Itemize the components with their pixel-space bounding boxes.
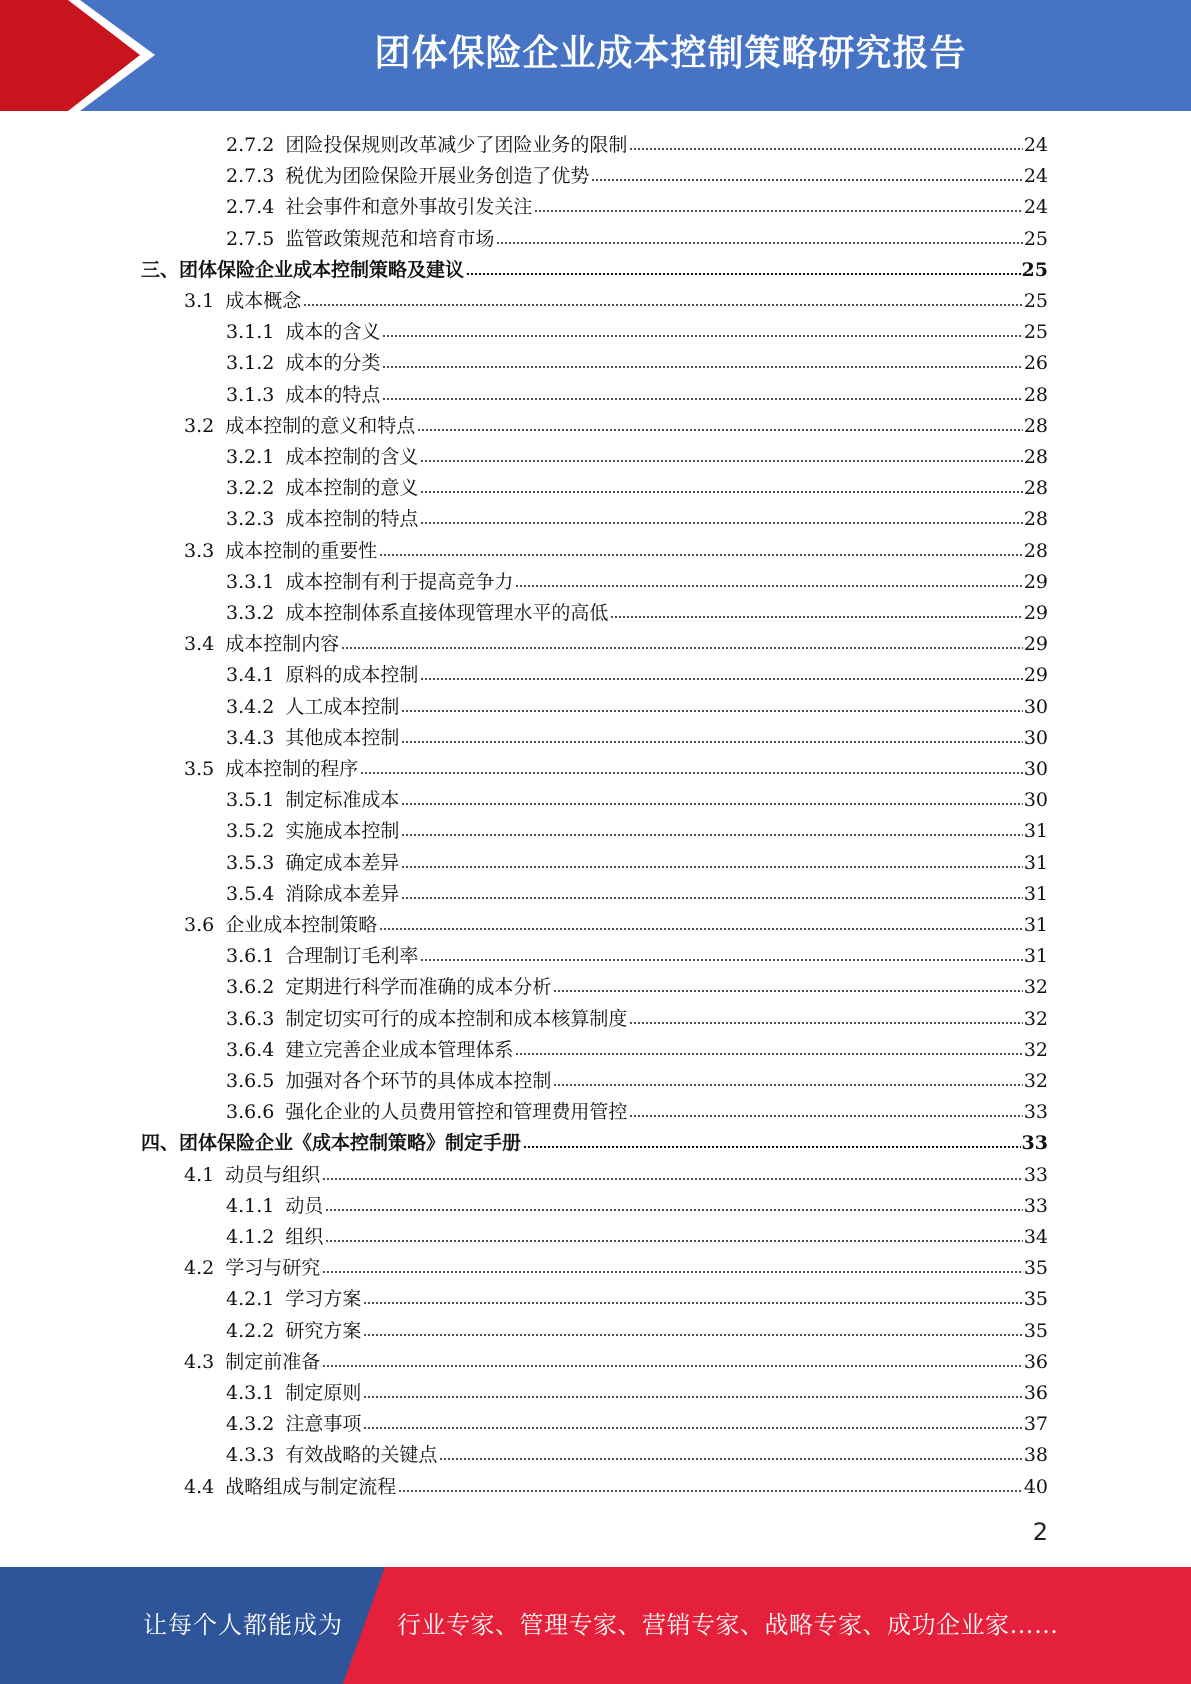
toc-entry[interactable] <box>226 439 1048 470</box>
toc-entry[interactable] <box>226 158 1048 189</box>
toc-entry[interactable] <box>226 1281 1048 1312</box>
toc-entry-number: 4.3.3 <box>226 1444 275 1467</box>
toc-entry-page: 36 <box>1023 1382 1048 1404</box>
toc-entry-title: 学习与研究 <box>225 1257 321 1280</box>
toc-entry-number: 4.3.1 <box>226 1382 275 1404</box>
toc-entry-number: 2.7.5 <box>226 227 275 250</box>
toc-entry-number: 4.3.2 <box>226 1413 275 1436</box>
toc-entry-number: 3.1.1 <box>226 321 275 344</box>
toc-dot-leader <box>420 501 1022 525</box>
toc-entry-number: 3.6.6 <box>226 1101 275 1124</box>
toc-entry[interactable] <box>226 1437 1048 1468</box>
toc-dot-leader <box>420 657 1022 681</box>
toc-entry-page: 30 <box>1023 726 1048 749</box>
toc-entry-title: 成本控制的重要性 <box>225 539 378 562</box>
toc-entry-page: 25 <box>1021 258 1048 281</box>
toc-entry[interactable] <box>226 1375 1048 1406</box>
toc-entry[interactable] <box>226 377 1048 408</box>
toc-entry-title: 组织 <box>285 1226 324 1248</box>
toc-dot-leader <box>363 1406 1022 1430</box>
toc-entry[interactable] <box>226 782 1048 813</box>
toc-entry-title: 成本控制有利于提高竞争力 <box>285 570 514 593</box>
toc-entry-page: 33 <box>1023 1101 1048 1124</box>
toc-entry-title: 学习方案 <box>285 1288 362 1311</box>
toc-dot-leader <box>417 408 1023 432</box>
toc-entry[interactable] <box>226 501 1048 532</box>
toc-entry[interactable] <box>226 564 1048 595</box>
toc-dot-leader <box>420 938 1022 962</box>
toc-entry-title: 税优为团险保险开展业务创造了优势 <box>285 165 590 188</box>
toc-dot-leader <box>382 314 1022 338</box>
toc-dot-leader <box>341 626 1023 650</box>
toc-dot-leader <box>401 782 1022 806</box>
toc-entry[interactable] <box>226 189 1048 220</box>
toc-entry-number: 3.4 <box>184 633 215 656</box>
toc-entry[interactable] <box>226 314 1048 345</box>
toc-entry[interactable] <box>226 1032 1048 1063</box>
toc-dot-leader <box>360 751 1023 775</box>
toc-dot-leader <box>325 1188 1022 1212</box>
toc-entry-title: 成本控制的程序 <box>225 758 359 780</box>
toc-dot-leader <box>401 876 1022 900</box>
toc-entry-title: 成本的分类 <box>285 352 381 375</box>
toc-dot-leader <box>322 1250 1023 1274</box>
toc-dot-leader <box>496 221 1022 245</box>
toc-entry[interactable] <box>184 408 1048 439</box>
toc-dot-leader <box>363 1375 1022 1399</box>
toc-entry-number: 3.5 <box>184 758 215 780</box>
toc-entry-number: 4.4 <box>184 1475 215 1498</box>
header-chevron-decoration <box>0 0 160 111</box>
toc-entry-page: 32 <box>1023 976 1048 999</box>
toc-entry-title: 成本的含义 <box>285 321 381 344</box>
toc-entry-title: 战略组成与制定流程 <box>225 1475 397 1498</box>
toc-entry-page: 29 <box>1023 602 1048 624</box>
toc-entry-page: 24 <box>1023 134 1048 156</box>
page-footer <box>0 1567 1191 1684</box>
toc-entry-page: 34 <box>1023 1226 1048 1248</box>
toc-entry[interactable] <box>226 1406 1048 1437</box>
toc-entry-number: 4.2.2 <box>226 1319 275 1342</box>
toc-entry-number: 3.2.2 <box>226 477 275 500</box>
toc-entry-page: 35 <box>1023 1257 1048 1280</box>
toc-entry-title: 成本控制体系直接体现管理水平的高低 <box>285 602 609 624</box>
toc-entry[interactable] <box>226 1001 1048 1032</box>
toc-entry-number: 3.4.3 <box>226 726 275 749</box>
toc-entry[interactable] <box>184 1157 1048 1188</box>
toc-entry-number: 2.7.2 <box>226 134 275 156</box>
toc-entry-title: 制定前准备 <box>225 1350 321 1373</box>
toc-dot-leader <box>398 1469 1023 1493</box>
toc-dot-leader <box>591 158 1022 182</box>
toc-entry[interactable] <box>184 907 1048 938</box>
toc-entry-page: 26 <box>1023 352 1048 375</box>
toc-entry-page: 31 <box>1023 851 1048 874</box>
toc-entry-page: 31 <box>1023 882 1048 905</box>
toc-dot-leader <box>303 283 1023 307</box>
toc-entry[interactable] <box>226 845 1048 876</box>
toc-entry-page: 25 <box>1023 321 1048 344</box>
toc-entry-number: 4.1.2 <box>226 1226 275 1248</box>
toc-entry-title: 制定原则 <box>285 1382 362 1404</box>
toc-entry-title: 成本控制的意义 <box>285 477 419 500</box>
toc-entry-page: 32 <box>1023 1007 1048 1030</box>
toc-dot-leader <box>363 1313 1022 1337</box>
document-title: 团体保险企业成本控制策略研究报告 <box>374 33 967 74</box>
toc-entry[interactable] <box>184 751 1048 782</box>
toc-dot-leader <box>629 1001 1022 1025</box>
toc-entry-title: 社会事件和意外事故引发关注 <box>285 196 533 219</box>
toc-entry-page: 38 <box>1023 1444 1048 1467</box>
toc-entry[interactable] <box>226 969 1048 1000</box>
toc-dot-leader <box>610 595 1022 619</box>
toc-entry-page: 33 <box>1023 1163 1048 1186</box>
toc-entry-number: 4.3 <box>184 1350 215 1373</box>
toc-entry-title: 人工成本控制 <box>285 695 400 718</box>
toc-entry[interactable] <box>226 1219 1048 1250</box>
toc-entry-number: 3.5.3 <box>226 851 275 874</box>
toc-entry-title: 确定成本差异 <box>285 851 400 874</box>
toc-entry[interactable] <box>226 657 1048 688</box>
toc-entry-title: 三、团体保险企业成本控制策略及建议 <box>141 258 465 281</box>
toc-entry-page: 28 <box>1023 446 1048 468</box>
toc-dot-leader <box>401 720 1022 744</box>
toc-entry-number: 3.6.1 <box>226 945 275 968</box>
toc-entry-page: 28 <box>1023 539 1048 562</box>
toc-entry-page: 30 <box>1023 695 1048 718</box>
toc-entry-title: 实施成本控制 <box>285 820 400 843</box>
toc-entry-title: 成本控制内容 <box>225 633 340 656</box>
toc-entry-page: 32 <box>1023 1070 1048 1092</box>
toc-entry-title: 成本控制的意义和特点 <box>225 414 416 437</box>
toc-entry-number: 3.5.4 <box>226 882 275 905</box>
toc-entry-title: 加强对各个环节的具体成本控制 <box>285 1070 552 1092</box>
toc-entry[interactable] <box>226 595 1048 626</box>
toc-entry-title: 成本的特点 <box>285 383 381 406</box>
toc-entry-title: 成本控制的含义 <box>285 446 419 468</box>
toc-entry-title: 团险投保规则改革减少了团险业务的限制 <box>285 134 628 156</box>
toc-entry-number: 4.2 <box>184 1257 215 1280</box>
toc-entry[interactable] <box>226 689 1048 720</box>
toc-entry[interactable] <box>226 720 1048 751</box>
toc-entry-title: 成本概念 <box>225 290 302 312</box>
toc-entry-number: 3.5.2 <box>226 820 275 843</box>
toc-dot-leader <box>629 1094 1022 1118</box>
toc-entry-title: 制定标准成本 <box>285 789 400 812</box>
footer-slogan-right: 行业专家、管理专家、营销专家、战略专家、成功企业家…… <box>397 1611 1059 1639</box>
toc-entry-page: 25 <box>1023 290 1048 312</box>
toc-entry-number: 3.6.5 <box>226 1070 275 1092</box>
toc-dot-leader <box>515 564 1022 588</box>
toc-entry[interactable] <box>184 1344 1048 1375</box>
toc-entry[interactable] <box>226 938 1048 969</box>
toc-entry-page: 33 <box>1021 1132 1048 1155</box>
toc-entry-page: 35 <box>1023 1288 1048 1311</box>
toc-entry-page: 33 <box>1023 1194 1048 1217</box>
toc-entry-page: 30 <box>1023 789 1048 812</box>
toc-entry[interactable] <box>226 876 1048 907</box>
toc-entry-number: 3.6.4 <box>226 1038 275 1061</box>
toc-dot-leader <box>401 689 1022 713</box>
toc-dot-leader <box>382 377 1022 401</box>
toc-dot-leader <box>420 470 1022 494</box>
toc-entry[interactable] <box>226 813 1048 844</box>
page-header <box>0 0 1191 111</box>
toc-entry-page: 40 <box>1023 1475 1048 1498</box>
toc-entry[interactable] <box>226 345 1048 376</box>
toc-dot-leader <box>466 252 1021 276</box>
toc-entry-title: 合理制订毛利率 <box>285 945 419 968</box>
toc-entry-page: 29 <box>1023 570 1048 593</box>
toc-entry-page: 30 <box>1023 758 1048 780</box>
toc-entry-number: 3.1.3 <box>226 383 275 406</box>
toc-entry[interactable] <box>226 1063 1048 1094</box>
toc-dot-leader <box>379 533 1023 557</box>
toc-entry-number: 3.2 <box>184 414 215 437</box>
toc-entry-page: 36 <box>1023 1350 1048 1373</box>
toc-entry-title: 企业成本控制策略 <box>225 914 378 936</box>
toc-entry-title: 动员与组织 <box>225 1163 321 1186</box>
toc-entry-number: 3.4.1 <box>226 664 275 687</box>
toc-entry[interactable] <box>184 1469 1048 1500</box>
toc-entry[interactable] <box>226 127 1048 158</box>
toc-entry-page: 35 <box>1023 1319 1048 1342</box>
toc-dot-leader <box>515 1032 1022 1056</box>
toc-entry[interactable] <box>141 252 1048 283</box>
toc-entry[interactable] <box>226 1188 1048 1219</box>
toc-dot-leader <box>439 1437 1022 1461</box>
toc-entry-title: 注意事项 <box>285 1413 362 1436</box>
toc-dot-leader <box>363 1281 1022 1305</box>
toc-entry-page: 28 <box>1023 477 1048 500</box>
toc-entry-page: 24 <box>1023 165 1048 188</box>
toc-entry-number: 2.7.3 <box>226 165 275 188</box>
toc-entry-number: 4.1.1 <box>226 1194 275 1217</box>
toc-entry-number: 3.6.3 <box>226 1007 275 1030</box>
toc-dot-leader <box>553 969 1022 993</box>
toc-entry[interactable] <box>184 283 1048 314</box>
toc-entry-title: 定期进行科学而准确的成本分析 <box>285 976 552 999</box>
toc-entry[interactable] <box>184 626 1048 657</box>
toc-entry-page: 28 <box>1023 414 1048 437</box>
toc-entry-page: 32 <box>1023 1038 1048 1061</box>
toc-dot-leader <box>534 189 1022 213</box>
toc-dot-leader <box>401 813 1022 837</box>
toc-dot-leader <box>322 1157 1023 1181</box>
toc-entry-title: 有效战略的关键点 <box>285 1444 438 1467</box>
toc-entry-page: 31 <box>1023 914 1048 936</box>
toc-dot-leader <box>553 1063 1022 1087</box>
toc-entry[interactable] <box>226 470 1048 501</box>
footer-slogan-left: 让每个人都能成为 <box>143 1611 343 1639</box>
toc-entry-number: 3.6.2 <box>226 976 275 999</box>
toc-entry-page: 31 <box>1023 945 1048 968</box>
toc-entry-page: 25 <box>1023 227 1048 250</box>
toc-entry-title: 其他成本控制 <box>285 726 400 749</box>
toc-entry-number: 2.7.4 <box>226 196 275 219</box>
toc-entry-title: 动员 <box>285 1194 324 1217</box>
toc-entry-page: 29 <box>1023 664 1048 687</box>
toc-entry-number: 3.6 <box>184 914 215 936</box>
toc-entry-number: 4.2.1 <box>226 1288 275 1311</box>
toc-entry-page: 28 <box>1023 508 1048 531</box>
toc-entry[interactable] <box>184 1250 1048 1281</box>
toc-entry-number: 3.2.1 <box>226 446 275 468</box>
toc-dot-leader <box>401 845 1022 869</box>
toc-dot-leader <box>325 1219 1022 1243</box>
toc-entry-number: 3.4.2 <box>226 695 275 718</box>
toc-entry-number: 3.1.2 <box>226 352 275 375</box>
toc-entry-title: 监管政策规范和培育市场 <box>285 227 495 250</box>
toc-dot-leader <box>382 345 1022 369</box>
toc-entry[interactable] <box>141 1125 1048 1156</box>
toc-entry-title: 制定切实可行的成本控制和成本核算制度 <box>285 1007 628 1030</box>
toc-entry-title: 原料的成本控制 <box>285 664 419 687</box>
toc-entry-number: 3.1 <box>184 290 215 312</box>
toc-entry[interactable] <box>226 1094 1048 1125</box>
toc-entry-number: 3.3 <box>184 539 215 562</box>
toc-dot-leader <box>629 127 1022 151</box>
toc-entry-number: 3.3.1 <box>226 570 275 593</box>
toc-entry-number: 3.2.3 <box>226 508 275 531</box>
toc-entry-number: 4.1 <box>184 1163 215 1186</box>
toc-entry-page: 31 <box>1023 820 1048 843</box>
toc-entry-title: 消除成本差异 <box>285 882 400 905</box>
toc-entry-number: 3.5.1 <box>226 789 275 812</box>
toc-entry-title: 研究方案 <box>285 1319 362 1342</box>
page-number: 2 <box>1032 1518 1048 1546</box>
toc-entry-number: 3.3.2 <box>226 602 275 624</box>
toc-entry[interactable] <box>226 1313 1048 1344</box>
toc-dot-leader <box>322 1344 1023 1368</box>
toc-dot-leader <box>523 1125 1021 1149</box>
toc-dot-leader <box>420 439 1022 463</box>
toc-entry-page: 37 <box>1023 1413 1048 1436</box>
toc-entry-page: 29 <box>1023 633 1048 656</box>
toc-entry[interactable] <box>184 533 1048 564</box>
toc-entry-title: 建立完善企业成本管理体系 <box>285 1038 514 1061</box>
toc-entry-page: 28 <box>1023 383 1048 406</box>
toc-entry-title: 四、团体保险企业《成本控制策略》制定手册 <box>141 1132 522 1155</box>
toc-entry-page: 24 <box>1023 196 1048 219</box>
toc-dot-leader <box>379 907 1023 931</box>
toc-entry-title: 成本控制的特点 <box>285 508 419 531</box>
toc-entry[interactable] <box>226 221 1048 252</box>
toc-entry-title: 强化企业的人员费用管控和管理费用管控 <box>285 1101 628 1124</box>
